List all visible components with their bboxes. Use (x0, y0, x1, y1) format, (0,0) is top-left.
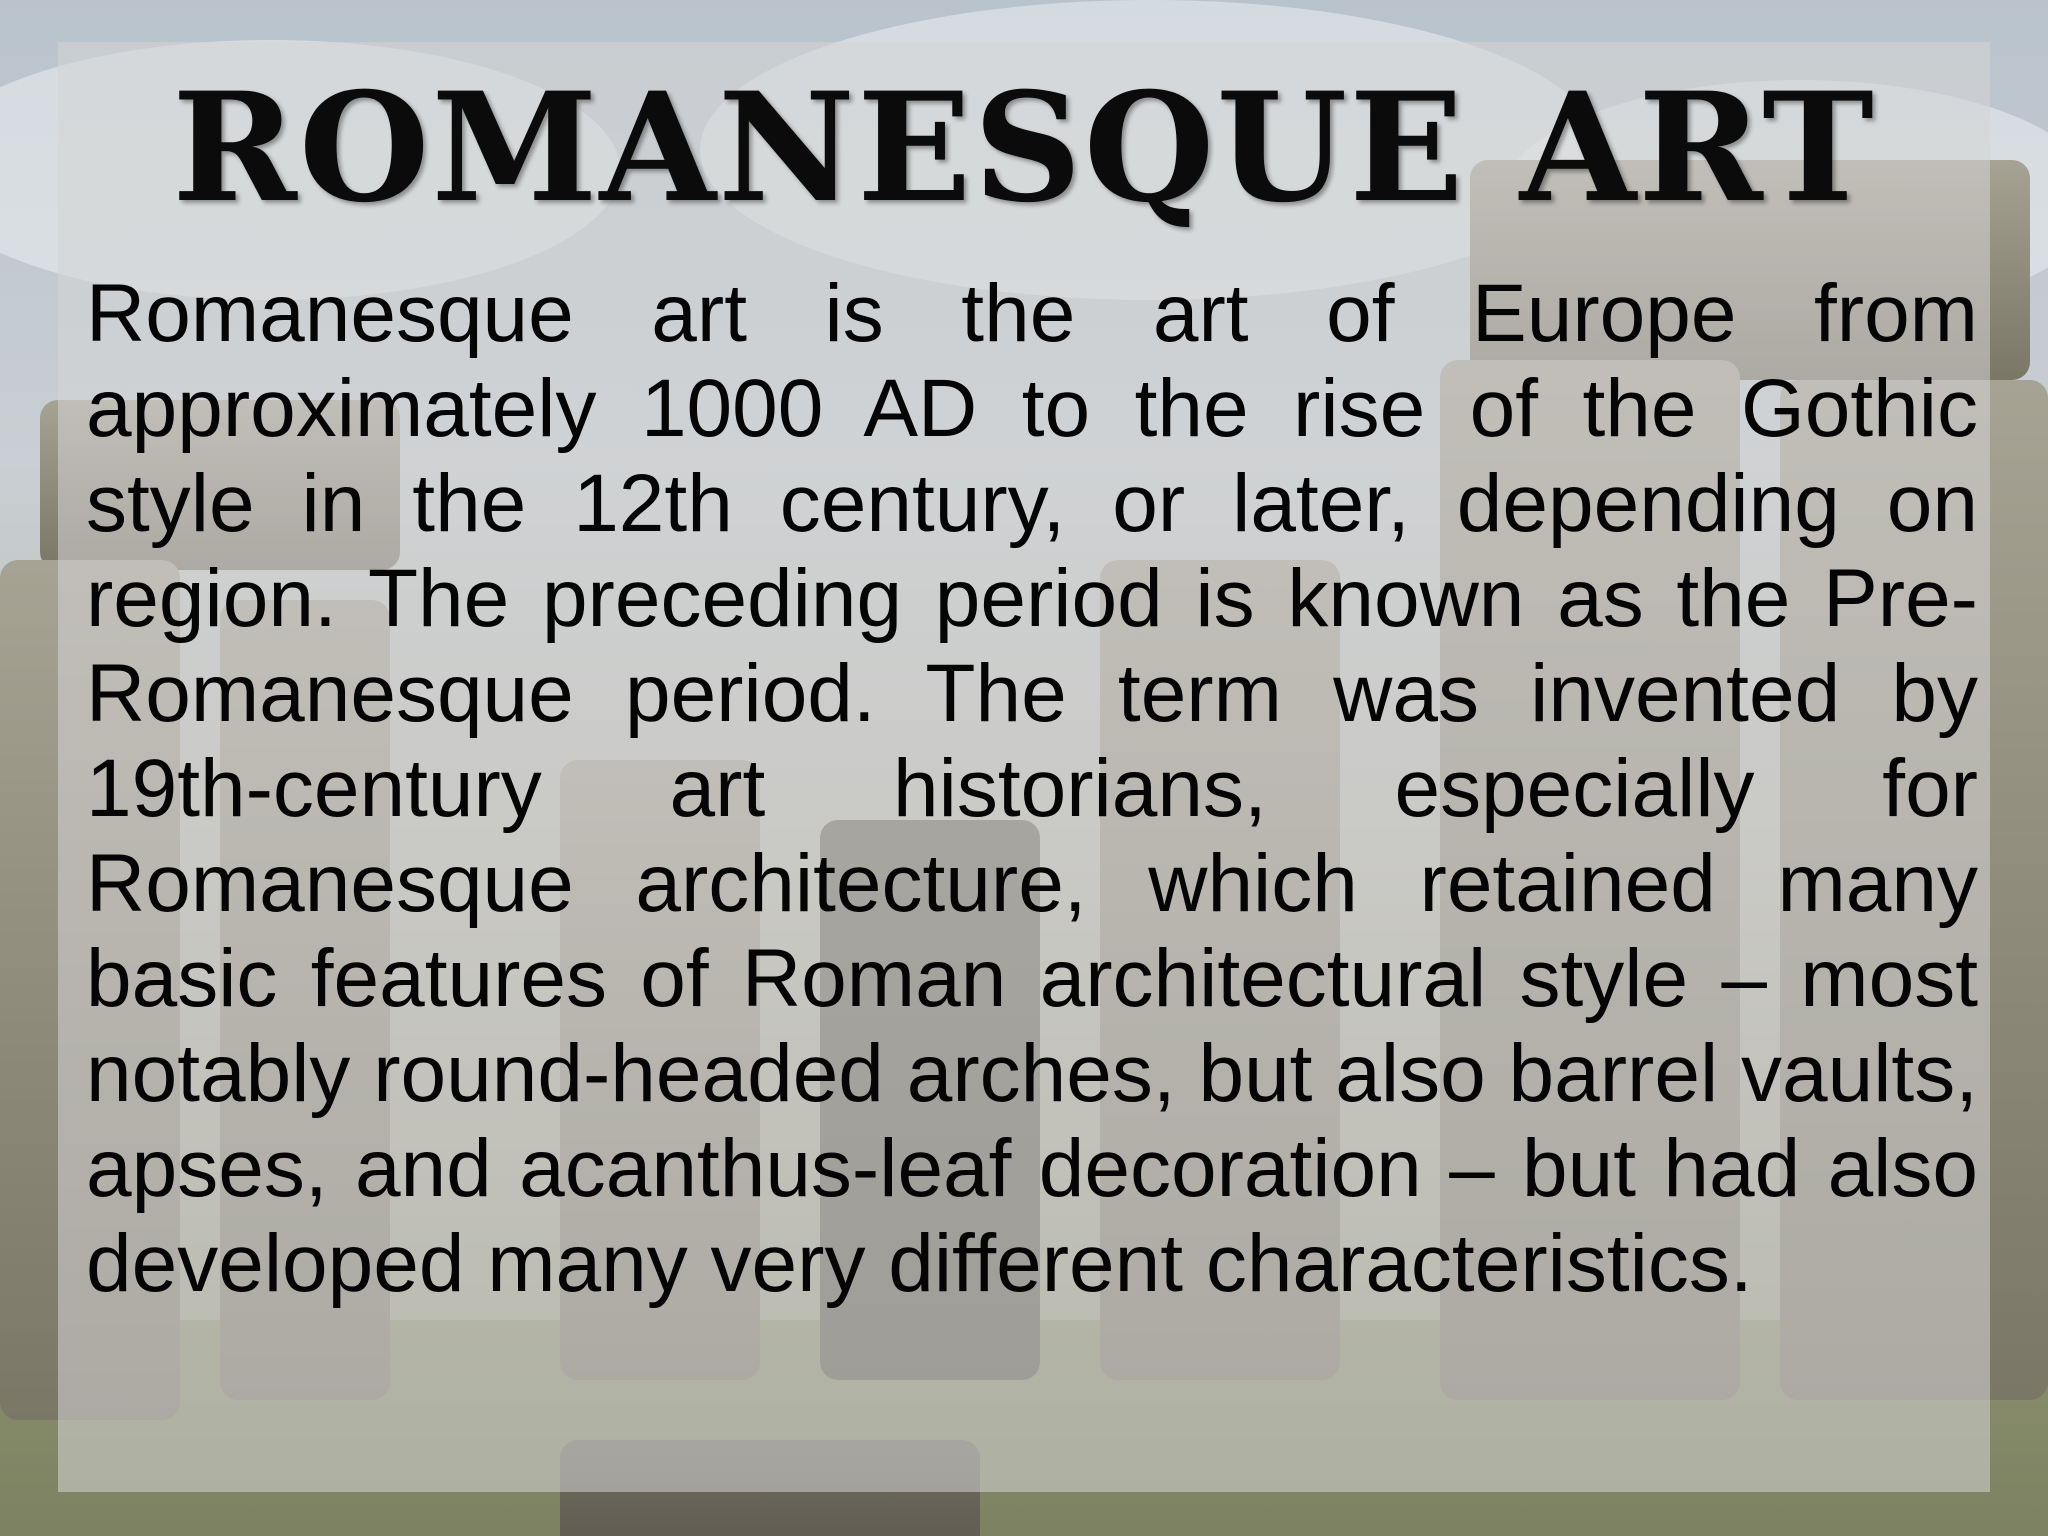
slide-body-text: Romanesque art is the art of Europe from approximately 1000 AD to the rise of the Gothic style in the 12th century, or later, depending on region. The preceding period is known as the Pre-Romanesque period. The term was invented by 19th-century art historians, especially for Romanesque architecture, which retained many basic features of Roman architectural style – most notably round-headed arches, but also barrel vaults, apses, and acanthus-leaf decoration – but had also developed many very different characteristics. (86, 268, 1978, 1309)
slide-title: ROMANESQUE ART (172, 60, 1876, 236)
